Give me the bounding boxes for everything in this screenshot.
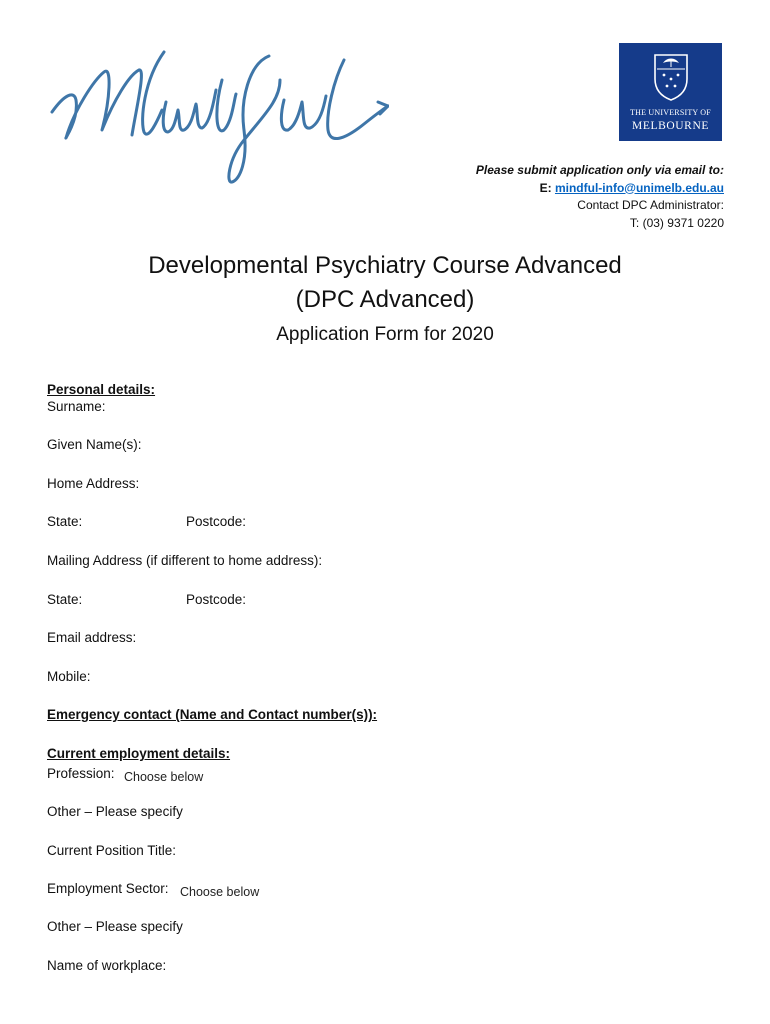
course-abbreviation: (DPC Advanced) xyxy=(295,286,475,313)
profession-other-field[interactable]: Other – Please specify xyxy=(47,804,183,819)
postcode-field[interactable]: Postcode: xyxy=(186,514,247,529)
mailing-state-field[interactable]: State: xyxy=(47,592,83,607)
profession-label: Profession: xyxy=(47,766,115,781)
given-names-field[interactable]: Given Name(s): xyxy=(47,437,142,452)
surname-field[interactable]: Surname: xyxy=(47,399,106,414)
mobile-field[interactable]: Mobile: xyxy=(47,669,91,684)
email-prefix: E: xyxy=(539,180,555,195)
submit-note: Please submit application only via email to: xyxy=(475,163,724,177)
contact-phone: T: (03) 9371 0220 xyxy=(629,215,724,230)
form-subtitle: Application Form for 2020 xyxy=(276,324,494,345)
email-line xyxy=(394,180,724,198)
sector-other-field[interactable]: Other – Please specify xyxy=(47,919,183,934)
contact-administrator: Contact DPC Administrator: xyxy=(577,198,724,212)
state-field[interactable]: State: xyxy=(47,514,83,529)
logo-text-line1: THE UNIVERSITY OF xyxy=(630,108,711,117)
mailing-address-field[interactable]: Mailing Address (if different to home address): xyxy=(47,553,323,568)
emergency-contact-heading[interactable]: Emergency contact (Name and Contact number(s)): xyxy=(47,707,378,722)
personal-details-heading: Personal details: xyxy=(47,382,156,397)
employment-sector-select[interactable]: Choose below xyxy=(180,885,260,899)
profession-select[interactable]: Choose below xyxy=(124,770,204,784)
form-title xyxy=(0,250,770,348)
course-title: Developmental Psychiatry Course Advanced xyxy=(148,252,622,279)
university-of-melbourne-logo xyxy=(619,43,722,141)
logo-text-line2: MELBOURNE xyxy=(632,120,709,132)
email-link[interactable]: mindful-info@unimelb.edu.au xyxy=(554,180,724,195)
employment-details-heading: Current employment details: xyxy=(47,746,231,761)
mindful-signature-logo xyxy=(44,40,389,188)
home-address-field[interactable]: Home Address: xyxy=(47,476,140,491)
crest-icon xyxy=(653,53,689,101)
position-title-field[interactable]: Current Position Title: xyxy=(47,843,177,858)
employment-sector-label: Employment Sector: xyxy=(47,881,169,896)
submission-info xyxy=(394,162,724,232)
workplace-name-field[interactable]: Name of workplace: xyxy=(47,958,167,973)
email-address-field[interactable]: Email address: xyxy=(47,630,137,645)
mailing-postcode-field[interactable]: Postcode: xyxy=(186,592,247,607)
